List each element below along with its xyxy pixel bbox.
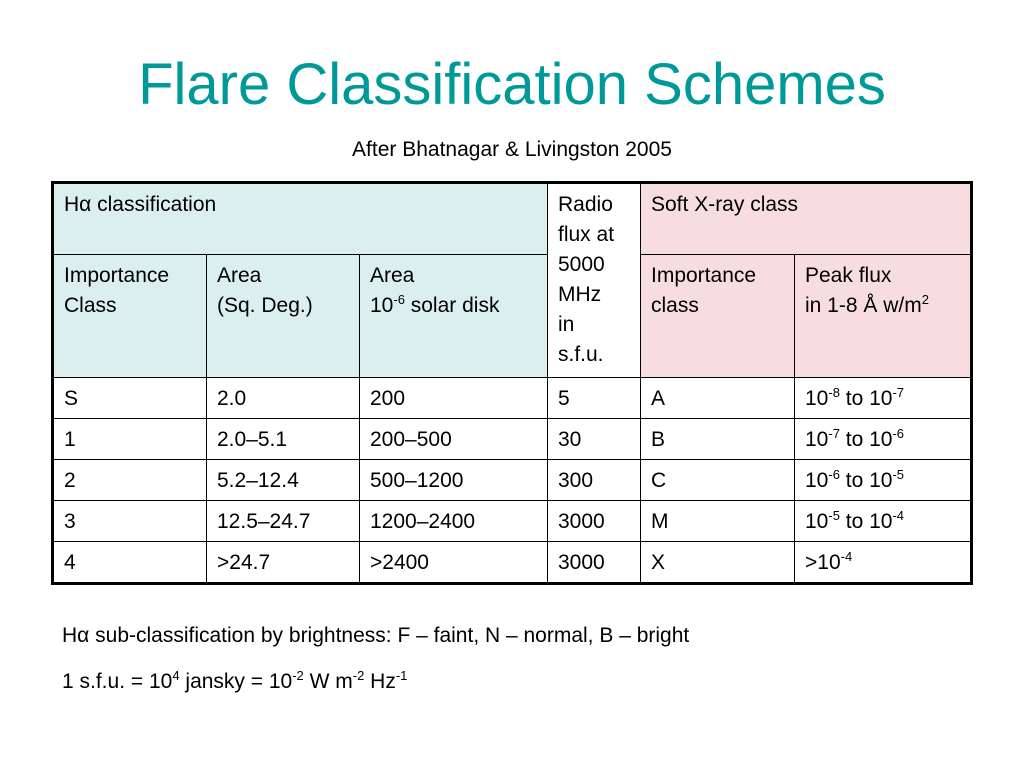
- area-deg-cell: 2.0–5.1: [207, 419, 360, 460]
- flux-base: 10: [805, 428, 829, 451]
- sxr-class-cell: C: [641, 460, 795, 501]
- radio-flux-cell: 300: [548, 460, 641, 501]
- importance-class-header: [53, 255, 207, 378]
- sfu-conversion-note: [62, 668, 407, 696]
- flux-base: >10: [805, 551, 841, 574]
- flux-exponent: -4: [892, 508, 905, 523]
- flux-base: 10: [869, 387, 893, 410]
- header-base: 10: [370, 294, 394, 317]
- radio-flux-label-line: in: [558, 313, 575, 336]
- table-row: [53, 378, 972, 419]
- soft-xray-header: [641, 183, 972, 255]
- sxr-class-cell: B: [641, 419, 795, 460]
- flux-to: to: [839, 469, 870, 492]
- header-line: Area: [217, 264, 262, 287]
- header-line: Importance: [651, 264, 757, 287]
- flux-exponent: -5: [892, 467, 905, 482]
- radio-flux-cell: 5: [548, 378, 641, 419]
- area-solar-disk-header: [360, 255, 548, 378]
- flux-to: to: [839, 510, 870, 533]
- flux-exponent: -6: [828, 467, 840, 482]
- soft-xray-label: Soft X-ray class: [651, 193, 799, 216]
- header-line: Area: [370, 264, 415, 287]
- header-line: Class: [64, 294, 117, 317]
- ha-classification-header: [53, 183, 548, 255]
- radio-flux-cell: 3000: [548, 501, 641, 542]
- ha-class-cell: S: [53, 378, 207, 419]
- note-exponent: 4: [172, 668, 180, 683]
- slide-title: Flare Classification Schemes: [138, 52, 886, 117]
- table-row: [53, 501, 972, 542]
- area-deg-cell: 5.2–12.4: [207, 460, 360, 501]
- header-line: (Sq. Deg.): [217, 294, 313, 317]
- area-deg-cell: 12.5–24.7: [207, 501, 360, 542]
- peak-flux-cell: [795, 419, 972, 460]
- slide-subtitle: After Bhatnagar & Livingston 2005: [352, 138, 672, 161]
- flux-exponent: -7: [828, 426, 840, 441]
- flare-classification-table: [51, 181, 973, 585]
- flux-base: 10: [869, 428, 893, 451]
- header-exponent: 2: [921, 292, 929, 307]
- area-disk-cell: >2400: [360, 542, 548, 584]
- table-row: [53, 460, 972, 501]
- flux-to: to: [839, 428, 870, 451]
- radio-flux-cell: 30: [548, 419, 641, 460]
- radio-flux-label-line: s.f.u.: [558, 343, 604, 366]
- flux-base: 10: [805, 387, 829, 410]
- note-text: Hz: [364, 670, 396, 693]
- radio-flux-cell: 3000: [548, 542, 641, 584]
- ha-classification-label: Hα classification: [64, 193, 217, 216]
- note-text: jansky = 10: [179, 670, 293, 693]
- flux-to: to: [839, 387, 870, 410]
- sxr-class-cell: M: [641, 501, 795, 542]
- table-row: [53, 419, 972, 460]
- ha-class-cell: 4: [53, 542, 207, 584]
- area-deg-cell: >24.7: [207, 542, 360, 584]
- flux-exponent: -7: [892, 385, 905, 400]
- area-disk-cell: 200: [360, 378, 548, 419]
- header-line: Importance: [64, 264, 170, 287]
- sxr-class-cell: X: [641, 542, 795, 584]
- flux-base: 10: [869, 510, 893, 533]
- flux-exponent: -6: [892, 426, 905, 441]
- note-text: 1 s.f.u. = 10: [62, 670, 173, 693]
- note-text: W m: [303, 670, 353, 693]
- note-exponent: -2: [352, 668, 365, 683]
- group-header-row: [53, 183, 972, 255]
- area-sq-deg-header: [207, 255, 360, 378]
- area-disk-cell: 200–500: [360, 419, 548, 460]
- radio-flux-label-line: flux at: [558, 223, 615, 246]
- header-rest: solar disk: [404, 294, 500, 317]
- ha-class-cell: 2: [53, 460, 207, 501]
- header-exponent: -6: [393, 292, 405, 307]
- flux-base: 10: [805, 510, 829, 533]
- radio-flux-header: [548, 183, 641, 378]
- flux-exponent: -8: [828, 385, 840, 400]
- radio-flux-label-line: 5000: [558, 253, 605, 276]
- area-disk-cell: 500–1200: [360, 460, 548, 501]
- area-disk-cell: 1200–2400: [360, 501, 548, 542]
- radio-flux-label-line: MHz: [558, 283, 602, 306]
- header-line: in 1-8 Å w/m: [805, 294, 922, 317]
- ha-class-cell: 3: [53, 501, 207, 542]
- note-exponent: -2: [292, 668, 304, 683]
- ha-class-cell: 1: [53, 419, 207, 460]
- flux-exponent: -5: [828, 508, 840, 523]
- sxr-class-cell: A: [641, 378, 795, 419]
- peak-flux-cell: [795, 378, 972, 419]
- brightness-note: Hα sub-classification by brightness: F – faint, N – normal, B – bright: [62, 624, 690, 647]
- area-deg-cell: 2.0: [207, 378, 360, 419]
- peak-flux-cell: [795, 501, 972, 542]
- radio-flux-label-line: Radio: [558, 193, 613, 216]
- peak-flux-header: [795, 255, 972, 378]
- header-line: Peak flux: [805, 264, 892, 287]
- peak-flux-cell: [795, 460, 972, 501]
- sxr-importance-class-header: [641, 255, 795, 378]
- flux-base: 10: [869, 469, 893, 492]
- flux-base: 10: [805, 469, 829, 492]
- sub-header-row: [53, 255, 972, 378]
- header-line: class: [651, 294, 699, 317]
- note-exponent: -1: [395, 668, 408, 683]
- peak-flux-cell: [795, 542, 972, 584]
- flux-exponent: -4: [840, 549, 853, 564]
- table-row: [53, 542, 972, 584]
